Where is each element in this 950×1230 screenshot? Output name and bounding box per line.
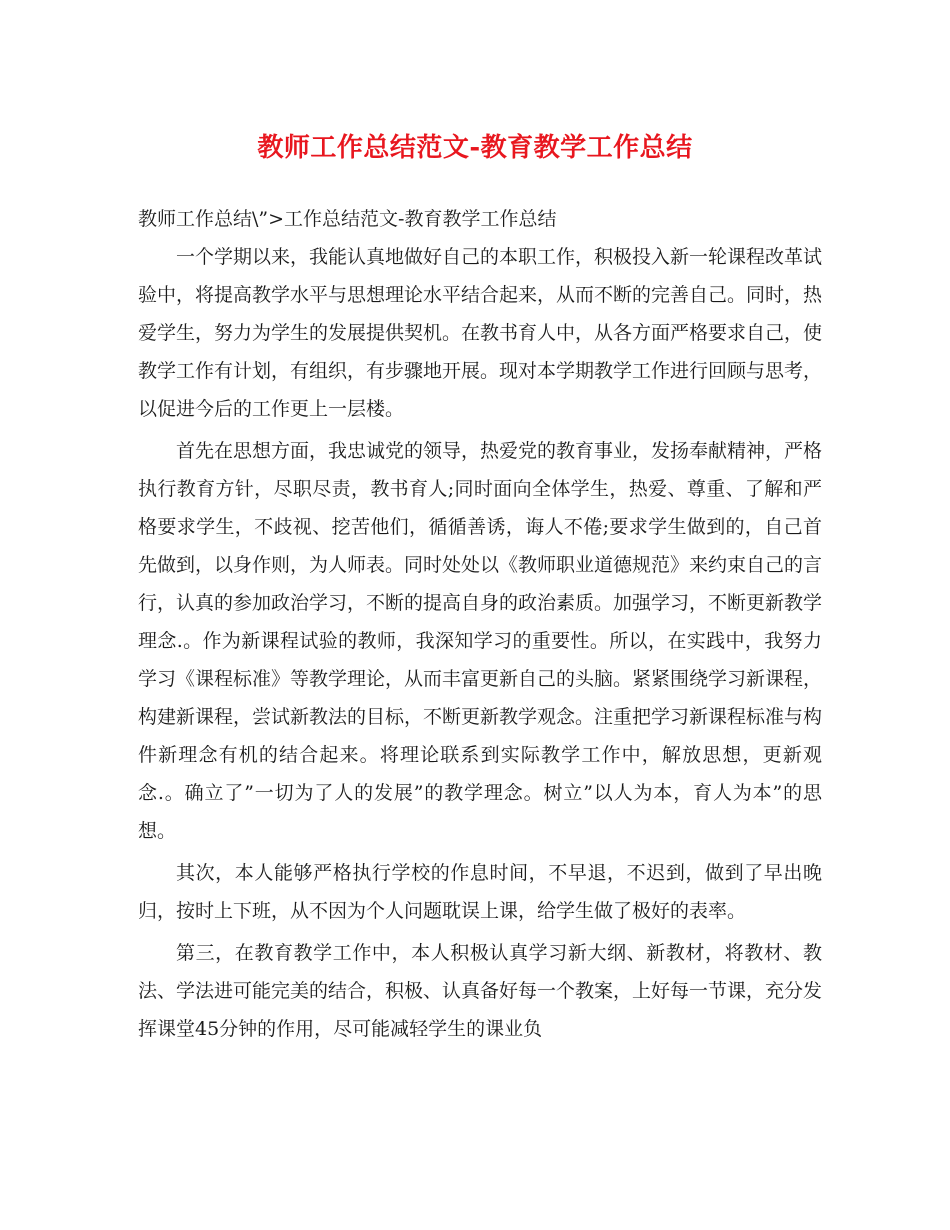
paragraph-ideology: 首先在思想方面，我忠诚党的领导，热爱党的教育事业，发扬奉献精神，严格执行教育方针，尽职尽责，教书育人;同时面向全体学生，热爱、尊重、了解和严格要求学生，不歧视、挖苦他们，循循善诱，诲人不倦;要求学生做到的，自己首先做到，以身作则，为人师表。同时处处以《教师职业道德规范》来约束自己的言行，认真的参加政治学习，不断的提高自身的政治素质。加强学习，不断更新教学理念.。作为新课程试验的教师，我深知学习的重要性。所以，在实践中，我努力学习《课程标准》等教学理论，从而丰富更新自己的头脑。紧紧围绕学习新课程，构建新课程，尝试新教法的目标，不断更新教学观念。注重把学习新课程标准与构件新理念有机的结合起来。将理论联系到实际教学工作中，解放思想，更新观念.。确立了”一切为了人的发展”的教学理念。树立”以人为本，育人为本”的思想。 xyxy=(138,440,823,842)
paragraph-teaching: 第三，在教育教学工作中，本人积极认真学习新大纲、新教材，将教材、教法、学法进可能完美的结合，积极、认真备好每一个教案，上好每一节课，充分发挥课堂45分钟的作用，尽可能减轻学生的课业负 xyxy=(138,942,823,1040)
paragraph-intro: 一个学期以来，我能认真地做好自己的本职工作，积极投入新一轮课程改革试验中，将提高教学水平与思想理论水平结合起来，从而不断的完善自己。同时，热爱学生，努力为学生的发展提供契机。在教书育人中，从各方面严格要求自己，使教学工作有计划，有组织，有步骤地开展。现对本学期教学工作进行回顾与思考，以促进今后的工作更上一层楼。 xyxy=(138,246,823,420)
document-body xyxy=(138,200,822,1048)
document-title: 教师工作总结范文-教育教学工作总结 xyxy=(257,133,693,163)
document-subtitle: 教师工作总结\”>工作总结范文-教育教学工作总结 xyxy=(138,208,557,230)
paragraph-discipline: 其次，本人能够严格执行学校的作息时间，不早退，不迟到，做到了早出晚归，按时上下班，从不因为个人问题耽误上课，给学生做了极好的表率。 xyxy=(138,862,822,922)
